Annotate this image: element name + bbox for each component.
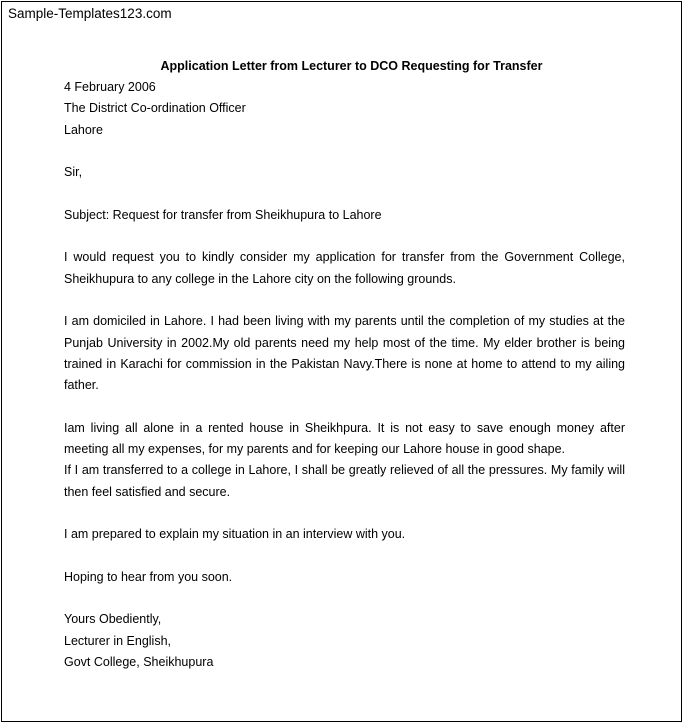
document-page	[1, 1, 682, 722]
salutation: Sir,	[64, 165, 83, 180]
paragraph-domicile: I am domiciled in Lahore. I had been living with my parents until the completion of my studies at the Punjab University in 2002.My old parents need my help most of the time. My elder brother is being trained in Karachi for commission in the Pakistan Navy.There is none at home to attend to my ailing father.	[64, 314, 625, 393]
closing: Yours Obediently,	[64, 612, 162, 627]
spacer	[64, 396, 625, 417]
spacer	[64, 503, 625, 524]
recipient-name: The District Co-ordination Officer	[64, 101, 246, 116]
letter-date: 4 February 2006	[64, 80, 156, 94]
spacer	[64, 226, 625, 247]
spacer	[64, 141, 625, 162]
signature-org: Govt College, Sheikhupura	[64, 655, 214, 670]
spacer	[64, 588, 625, 609]
signature-title: Lecturer in English,	[64, 633, 172, 648]
paragraph-hoping: Hoping to hear from you soon.	[64, 569, 233, 584]
letter-body	[64, 56, 625, 673]
spacer	[64, 290, 625, 311]
recipient-city: Lahore	[64, 122, 103, 137]
subject-line: Subject: Request for transfer from Sheikhupura to Lahore	[64, 207, 382, 222]
letter-title: Application Letter from Lecturer to DCO Requesting for Transfer	[160, 59, 543, 73]
paragraph-request: I would request you to kindly consider my application for transfer from the Government College, Sheikhupura to any college in the Lahore city on the following grounds.	[64, 250, 625, 286]
paragraph-interview: I am prepared to explain my situation in an interview with you.	[64, 527, 406, 542]
paragraph-relief: If I am transferred to a college in Lahore, I shall be greatly relieved of all the pressures. My family will then feel satisfied and secure.	[64, 463, 625, 499]
spacer	[64, 183, 625, 204]
watermark-text: Sample-Templates123.com	[8, 6, 172, 21]
spacer	[64, 546, 625, 567]
paragraph-living-alone: Iam living all alone in a rented house in Sheikhpura. It is not easy to save enough money after meeting all my expenses, for my parents and for keeping our Lahore house in good shape.	[64, 420, 625, 457]
